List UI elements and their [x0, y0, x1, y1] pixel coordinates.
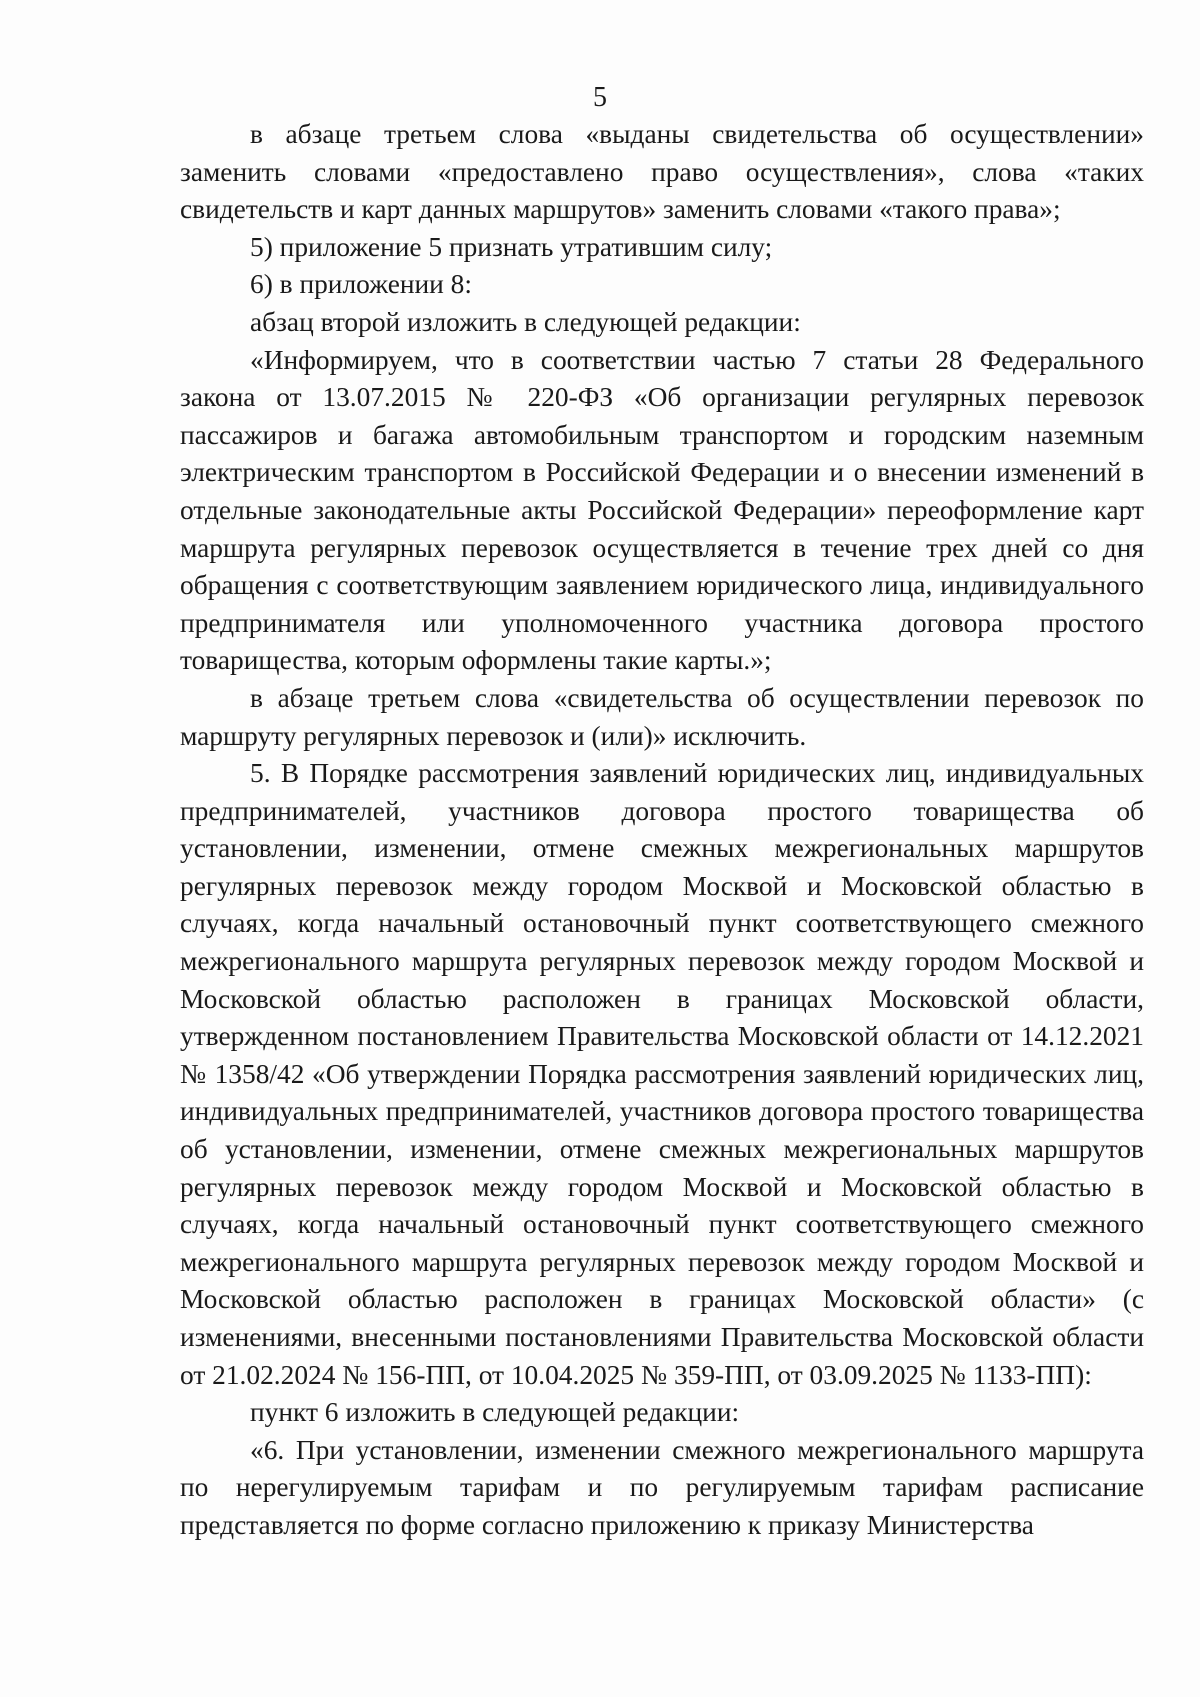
paragraph-appendix-5-void: 5) приложение 5 признать утратившим силу;: [250, 231, 773, 262]
paragraph-abzac-2-new-wording: абзац второй изложить в следующей редакции:: [250, 306, 801, 337]
paragraph-replace-words-abzac-3: в абзаце третьем слова «выданы свидетельства об осуществлении» заменить словами «предоставлено право осуществления», слова «таких свидетельств и карт данных маршрутов» заменить словами «такого права»;: [180, 119, 1144, 225]
document-body: [180, 116, 1144, 1545]
paragraph-punkt-6-new-wording: пункт 6 изложить в следующей редакции:: [250, 1397, 740, 1428]
page-number: 5: [593, 82, 607, 113]
paragraph-abzac-3-exclude: в абзаце третьем слова «свидетельства об осуществлении перевозок по маршруту регулярных перевозок и (или)» исключить.: [180, 682, 1144, 751]
paragraph-punkt-6-text: «6. При установлении, изменении смежного межрегионального маршрута по нерегулируемым тарифам и по регулируемым тарифам расписание представляется по форме согласно приложению к приказу Министерства: [180, 1434, 1144, 1540]
paragraph-inform-quote: «Информируем, что в соответствии частью 7 статьи 28 Федерального закона от 13.07.2015 № 220-ФЗ «Об организации регулярных перевозок пассажиров и багажа автомобильным транспортом и городским наземным электрическим транспортом в Российской Федерации и о внесении изменений в отдельные законодательные акты Российской Федерации» переоформление карт маршрута регулярных перевозок осуществляется в течение трех дней со дня обращения с соответствующим заявлением юридического лица, индивидуального предпринимателя или уполномоченного участника договора простого товарищества, которым оформлены такие карты.»;: [180, 344, 1144, 676]
paragraph-appendix-8: 6) в приложении 8:: [250, 269, 472, 300]
paragraph-item-5-procedure: 5. В Порядке рассмотрения заявлений юридических лиц, индивидуальных предпринимателей, участников договора простого товарищества об установлении, изменении, отмене смежных межрегиональных маршрутов регулярных перевозок между городом Москвой и Московской областью в случаях, когда начальный остановочный пункт соответствующего смежного межрегионального маршрута регулярных перевозок между городом Москвой и Московской областью расположен в границах Московской области, утвержденном постановлением Правительства Московской области от 14.12.2021 № 1358/42 «Об утверждении Порядка рассмотрения заявлений юридических лиц, индивидуальных предпринимателей, участников договора простого товарищества об установлении, изменении, отмене смежных межрегиональных маршрутов регулярных перевозок между городом Москвой и Московской областью в случаях, когда начальный остановочный пункт соответствующего смежного межрегионального маршрута регулярных перевозок между городом Москвой и Московской областью расположен в границах Московской области» (с изменениями, внесенными постановлениями Правительства Московской области от 21.02.2024 № 156-ПП, от 10.04.2025 № 359-ПП, от 03.09.2025 № 1133-ПП):: [180, 758, 1144, 1390]
